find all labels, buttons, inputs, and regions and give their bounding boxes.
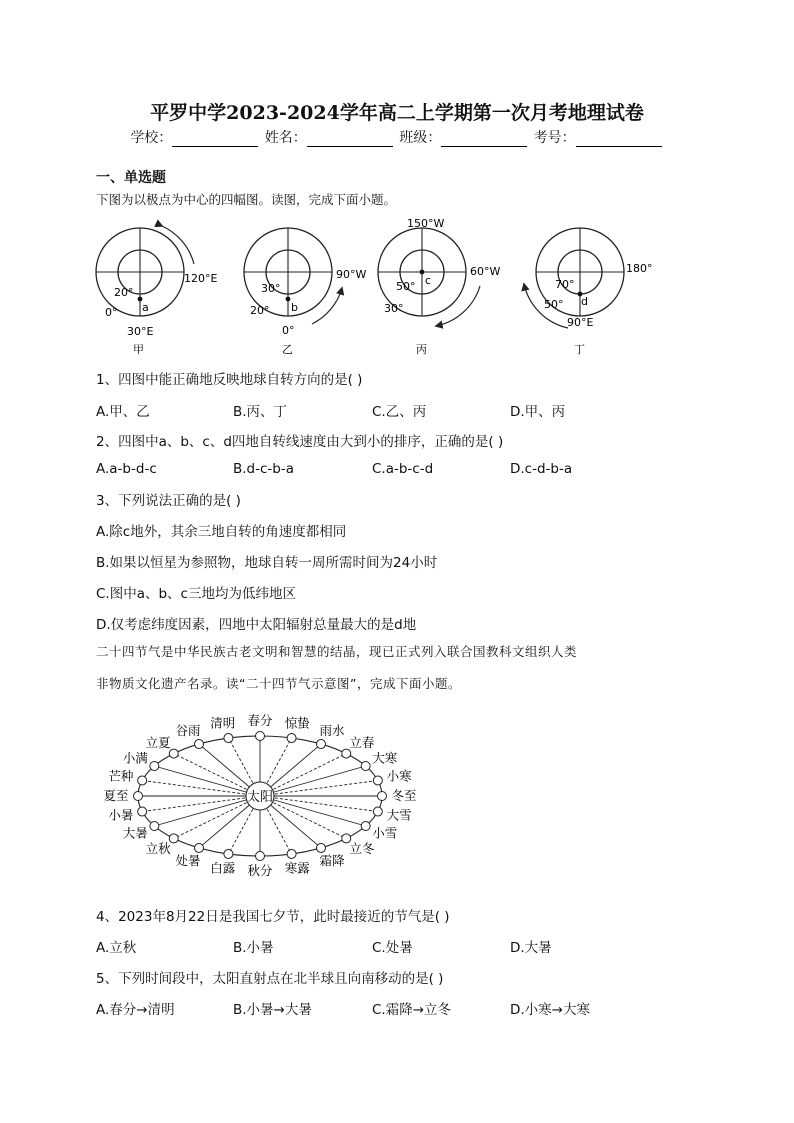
polar-label: 180° xyxy=(626,262,653,275)
option-1c[interactable]: C.乙、丙 xyxy=(372,404,427,420)
term-node xyxy=(287,734,296,743)
polar-caption: 丙 xyxy=(416,343,427,356)
option-4a[interactable]: A.立秋 xyxy=(96,940,137,956)
question-2: 2、四图中a、b、c、d四地自转线速度由大到小的排序，正确的是( ) xyxy=(96,434,504,450)
term-label: 清明 xyxy=(210,715,236,731)
polar-label: 20° xyxy=(114,286,134,299)
term-spoke xyxy=(260,796,378,812)
polar-caption: 乙 xyxy=(282,343,293,356)
option-1b[interactable]: B.丙、丁 xyxy=(233,404,288,420)
term-label: 立夏 xyxy=(145,734,171,750)
polar-figure-yi xyxy=(244,228,366,356)
option-2c[interactable]: C.a-b-c-d xyxy=(372,461,434,477)
term-node xyxy=(224,849,233,858)
term-label: 冬至 xyxy=(391,788,417,803)
term-spoke xyxy=(260,766,366,796)
term-node xyxy=(317,740,326,749)
term-spoke xyxy=(142,780,260,796)
term-label: 小寒 xyxy=(386,768,412,784)
polar-figure-bing xyxy=(378,217,500,356)
polar-point-label: b xyxy=(291,301,298,314)
term-label: 春分 xyxy=(247,713,273,728)
term-node xyxy=(195,843,204,852)
polar-label: 0° xyxy=(105,306,118,319)
class-field[interactable] xyxy=(441,132,527,147)
term-label: 秋分 xyxy=(247,863,273,878)
page-title: 平罗中学2023-2024学年高二上学期第一次月考地理试卷 xyxy=(150,102,644,124)
polar-label: 30° xyxy=(384,302,404,315)
polar-label: 20° xyxy=(250,304,270,317)
term-node xyxy=(378,792,387,801)
term-label: 立冬 xyxy=(349,841,375,857)
option-3b[interactable]: B.如果以恒星为参照物，地球自转一周所需时间为24小时 xyxy=(96,555,438,571)
term-node xyxy=(373,807,382,816)
term-node xyxy=(256,852,265,861)
term-label: 小满 xyxy=(122,750,148,766)
term-spoke xyxy=(260,796,366,826)
option-1a[interactable]: A.甲、乙 xyxy=(96,404,150,420)
polar-label: 120°E xyxy=(184,272,218,285)
term-label: 大暑 xyxy=(122,825,148,841)
question-5: 5、下列时间段中，太阳直射点在北半球且向南移动的是( ) xyxy=(96,971,444,987)
term-node xyxy=(169,749,178,758)
polar-figure-ding xyxy=(524,228,653,356)
solar-terms-diagram xyxy=(96,700,436,896)
polar-caption: 丁 xyxy=(574,343,585,356)
term-node xyxy=(138,776,147,785)
term-label: 芒种 xyxy=(108,768,134,784)
school-label: 学校： xyxy=(130,130,173,146)
option-2d[interactable]: D.c-d-b-a xyxy=(510,461,573,477)
polar-label: 30°E xyxy=(127,325,154,338)
term-node xyxy=(342,749,351,758)
question-1: 1、四图中能正确地反映地球自转方向的是( ) xyxy=(96,372,363,388)
option-5d[interactable]: D.小寒→大寒 xyxy=(510,1002,590,1018)
section-heading: 一、单选题 xyxy=(96,170,166,186)
term-label: 立秋 xyxy=(145,841,171,857)
option-5c[interactable]: C.霜降→立冬 xyxy=(372,1002,452,1018)
term-node xyxy=(287,849,296,858)
number-field[interactable] xyxy=(576,132,662,147)
polar-label: 50° xyxy=(396,280,416,293)
polar-point-label: a xyxy=(142,301,149,314)
term-spoke xyxy=(142,796,260,812)
term-node xyxy=(361,762,370,771)
polar-figure-jia xyxy=(96,226,217,356)
polar-point-label: d xyxy=(581,295,588,308)
school-field[interactable] xyxy=(172,132,258,147)
option-2b[interactable]: B.d-c-b-a xyxy=(233,461,295,477)
sun-label: 太阳 xyxy=(246,790,274,805)
polar-label: 70° xyxy=(555,278,575,291)
option-5a[interactable]: A.春分→清明 xyxy=(96,1002,175,1018)
polar-label: 150°W xyxy=(407,217,445,230)
term-node xyxy=(134,792,143,801)
term-node xyxy=(373,776,382,785)
polar-caption: 甲 xyxy=(133,343,144,356)
option-4b[interactable]: B.小暑 xyxy=(233,940,274,956)
option-3a[interactable]: A.除c地外，其余三地自转的角速度都相同 xyxy=(96,524,347,540)
question-3: 3、下列说法正确的是( ) xyxy=(96,493,241,509)
term-label: 小雪 xyxy=(372,825,398,841)
name-label: 姓名： xyxy=(264,130,307,146)
term-node xyxy=(256,732,265,741)
term-label: 立春 xyxy=(349,734,375,750)
term-label: 大寒 xyxy=(372,750,398,766)
class-label: 班级： xyxy=(399,130,442,146)
term-label: 谷雨 xyxy=(175,723,201,739)
term-label: 霜降 xyxy=(319,852,345,868)
term-label: 大雪 xyxy=(386,807,412,823)
option-4d[interactable]: D.大暑 xyxy=(510,940,552,956)
passage-line-2: 非物质文化遗产名录。读“二十四节气示意图”，完成下面小题。 xyxy=(96,676,461,691)
term-node xyxy=(317,843,326,852)
term-spoke xyxy=(260,780,378,796)
question-4: 4、2023年8月22日是我国七夕节，此时最接近的节气是( ) xyxy=(96,909,450,925)
polar-label: 90°W xyxy=(336,268,367,281)
option-4c[interactable]: C.处暑 xyxy=(372,940,413,956)
term-spoke xyxy=(154,796,260,826)
term-label: 寒露 xyxy=(284,860,310,876)
student-info-row xyxy=(0,127,794,147)
term-node xyxy=(150,762,159,771)
term-node xyxy=(150,822,159,831)
term-spoke xyxy=(154,766,260,796)
term-node xyxy=(195,740,204,749)
polar-label: 90°E xyxy=(567,316,594,329)
number-label: 考号： xyxy=(533,130,576,146)
section-intro: 下图为以极点为中心的四幅图。读图，完成下面小题。 xyxy=(96,192,397,207)
term-label: 惊蛰 xyxy=(284,715,310,731)
polar-figures xyxy=(80,212,700,360)
term-node xyxy=(361,822,370,831)
option-3c[interactable]: C.图中a、b、c三地均为低纬地区 xyxy=(96,586,296,602)
option-5b[interactable]: B.小暑→大暑 xyxy=(233,1002,312,1018)
option-2a[interactable]: A.a-b-d-c xyxy=(96,461,157,477)
term-node xyxy=(224,734,233,743)
term-label: 雨水 xyxy=(319,723,345,739)
polar-label: 50° xyxy=(544,298,564,311)
term-label: 处暑 xyxy=(175,852,201,868)
option-1d[interactable]: D.甲、丙 xyxy=(510,404,566,420)
polar-label: 60°W xyxy=(470,265,501,278)
term-label: 夏至 xyxy=(103,788,129,803)
polar-label: 30° xyxy=(261,282,281,295)
term-label: 小暑 xyxy=(108,807,134,823)
term-node xyxy=(138,807,147,816)
option-3d[interactable]: D.仅考虑纬度因素，四地中太阳辐射总量最大的是d地 xyxy=(96,617,417,633)
term-label: 白露 xyxy=(210,860,236,876)
name-field[interactable] xyxy=(307,132,393,147)
polar-point-label: c xyxy=(425,274,432,287)
polar-label: 0° xyxy=(282,324,295,337)
passage-line-1: 二十四节气是中华民族古老文明和智慧的结晶，现已正式列入联合国教科文组织人类 xyxy=(96,644,578,659)
